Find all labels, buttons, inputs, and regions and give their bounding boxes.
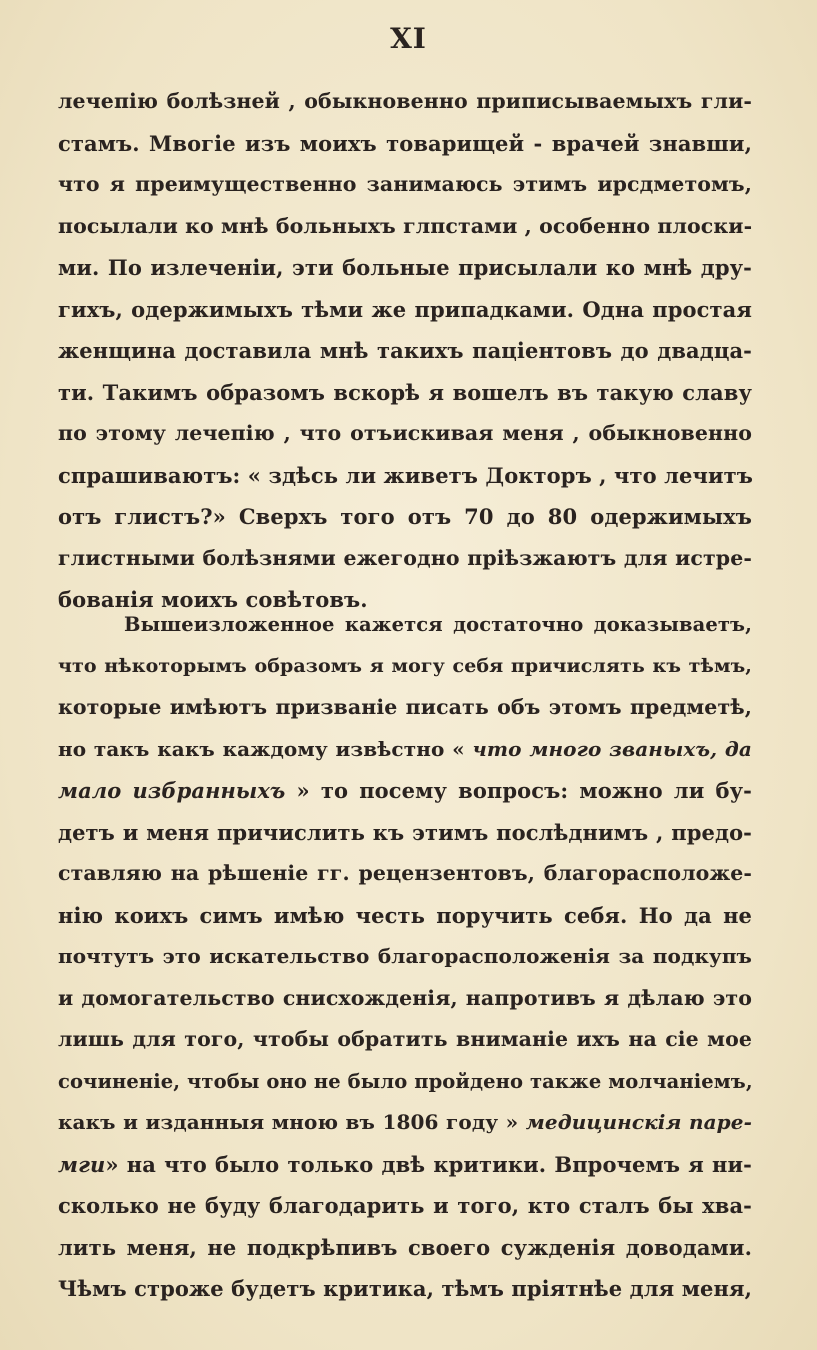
text-line	[58, 687, 752, 729]
text-line	[58, 413, 752, 455]
text-line	[58, 206, 752, 248]
text-segment: » то посему вопросъ: можно ли бу-	[285, 778, 752, 803]
text-line	[58, 164, 752, 206]
text-segment: и домогательство снисхожденія, напротивъ я дѣлаю это	[58, 985, 752, 1010]
text-segment: по этому лечепію , что отъискивая меня , обыкновенно	[58, 421, 752, 445]
text-segment: » на что было только двѣ критики. Впрочемъ я ни-	[105, 1151, 752, 1177]
italic-text: что много званыхъ, да	[472, 736, 752, 761]
text-segment: спрашиваютъ: « здѣсь ли живетъ Докторъ , что лечитъ	[58, 462, 753, 488]
text-segment: почтутъ это искательство благорасположенія за подкупъ	[58, 944, 752, 968]
italic-text: мги	[58, 1151, 106, 1177]
text-line	[58, 372, 752, 414]
text-segment: какъ и изданныя мною въ 1806 году »	[58, 1110, 526, 1134]
text-line	[58, 1019, 752, 1061]
text-line	[58, 496, 752, 538]
page-number: XI	[390, 22, 427, 55]
text-segment: сочиненіе, чтобы оно не было пройдено также молчаніемъ,	[58, 1069, 753, 1093]
text-line	[58, 729, 752, 771]
text-segment: сколько не буду благодарить и того, кто сталъ бы хва-	[58, 1193, 752, 1218]
text-line	[58, 81, 752, 123]
paragraph-2	[58, 604, 752, 1310]
text-segment: ти. Такимъ образомъ вскорѣ я вошелъ въ такую славу	[58, 379, 752, 405]
text-line	[58, 604, 752, 646]
paragraph-1	[58, 81, 752, 621]
text-line	[58, 770, 752, 812]
text-line	[58, 936, 752, 978]
text-line	[58, 1061, 752, 1103]
text-segment: Вышеизложенное кажется достаточно доказываетъ,	[124, 613, 752, 636]
text-segment: глистными болѣзнями ежегодно пріѣзжаютъ для истре-	[58, 545, 752, 570]
text-line	[58, 330, 752, 372]
text-segment: лишь для того, чтобы обратить вниманіе ихъ на сіе мое	[58, 1027, 752, 1051]
text-line	[58, 1144, 752, 1186]
text-line	[58, 895, 752, 937]
text-segment: ми. По излеченіи, эти больные присылали ко мнѣ дру-	[58, 255, 752, 280]
text-segment: отъ глистъ?» Сверхъ того отъ 70 до 80 одержимыхъ	[58, 504, 752, 529]
text-segment: детъ и меня причислить къ этимъ послѣднимъ , предо-	[58, 819, 752, 845]
text-line	[58, 123, 752, 165]
text-segment: которые имѣютъ призваніе писать объ этомъ предметѣ,	[58, 695, 752, 719]
text-segment: но такъ какъ каждому извѣстно «	[58, 736, 473, 761]
text-segment: посылали ко мнѣ больныхъ глпстами , особенно плоски-	[58, 213, 753, 238]
text-line	[58, 289, 752, 331]
text-segment: женщина доставила мнѣ такихъ паціентовъ до двадца-	[58, 338, 752, 363]
text-segment: лечепію болѣзней , обыкновенно приписываемыхъ гли-	[58, 89, 752, 113]
italic-text: мало избранныхъ	[58, 778, 286, 803]
text-line	[58, 538, 752, 580]
text-segment: гихъ, одержимыхъ тѣми же припадками. Одна простая	[58, 296, 752, 322]
italic-text: медицинскія паре-	[525, 1110, 752, 1134]
text-segment: бованія моихъ совѣтовъ.	[58, 587, 368, 612]
text-segment: лить меня, не подкрѣпивъ своего сужденія доводами.	[58, 1234, 752, 1260]
text-line	[58, 978, 752, 1020]
text-segment: ставляю на рѣшеніе гг. рецензентовъ, благорасположе-	[58, 861, 752, 885]
text-line	[58, 1185, 752, 1227]
text-line	[58, 853, 752, 895]
text-line	[58, 1227, 752, 1269]
text-line	[58, 1102, 752, 1144]
text-line	[58, 646, 752, 688]
text-segment: стамъ. Мвогіе изъ моихъ товарищей - врачей знавши,	[58, 130, 752, 156]
text-line	[58, 1268, 752, 1310]
text-segment: что нѣкоторымъ образомъ я могу себя причислять къ тѣмъ,	[58, 654, 752, 677]
text-segment: что я преимущественно занимаюсь этимъ ирсдметомъ,	[58, 172, 752, 196]
text-segment: нію коихъ симъ имѣю честь поручить себя. Но да не	[58, 902, 752, 928]
text-segment: Чѣмъ строже будетъ критика, тѣмъ пріятнѣе для меня,	[58, 1276, 752, 1301]
text-line	[58, 455, 752, 497]
text-line	[58, 812, 752, 854]
text-line	[58, 247, 752, 289]
